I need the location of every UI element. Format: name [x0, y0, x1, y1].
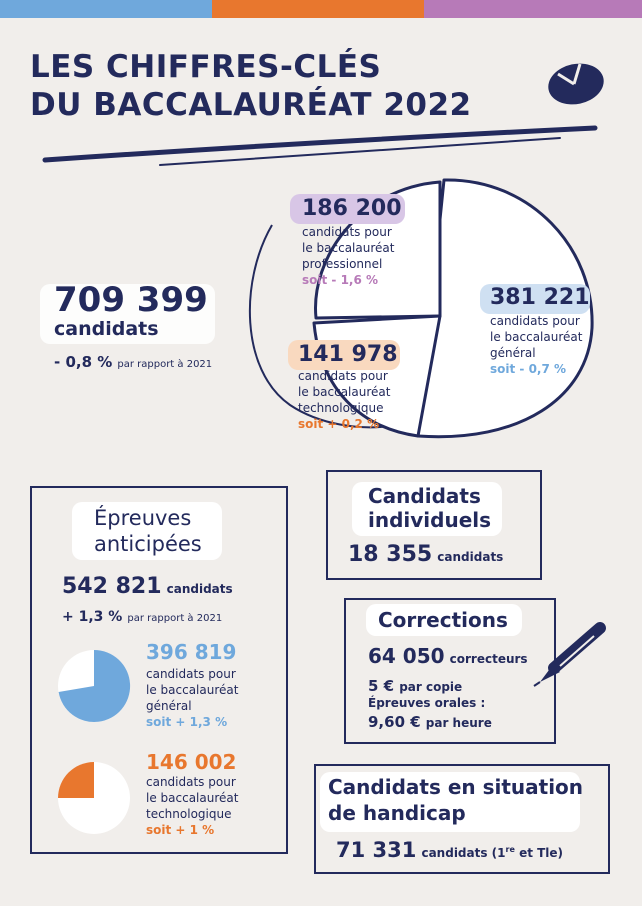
corrections-oral-row [368, 712, 492, 731]
corrections-title: Corrections [378, 608, 508, 632]
anticipees-techno-change: soit + 1 % [146, 823, 215, 837]
anticipees-title-line-2: anticipées [94, 532, 202, 556]
anticipees-title-line-1: Épreuves [94, 506, 192, 530]
techno-line-2: le baccalauréat [298, 385, 391, 399]
anticipees-techno-text [146, 774, 238, 838]
techno-line-3: technologique [298, 401, 384, 415]
individuels-value-row [348, 542, 503, 567]
individuels-title-line-1: Candidats [368, 484, 481, 508]
anticipees-change: + 1,3 % [62, 609, 123, 625]
total-change-row [54, 352, 212, 371]
top-bar-purple [424, 0, 642, 18]
general-value: 381 221 [490, 285, 590, 310]
pro-change: soit - 1,6 % [302, 273, 379, 287]
corrections-copy-label: par copie [399, 680, 463, 694]
anticipees-general-line-2: le baccalauréat [146, 683, 239, 697]
general-line-1: candidats pour [490, 314, 580, 328]
total-change-note: par rapport à 2021 [117, 359, 213, 370]
title-line-2: DU BACCALAURÉAT 2022 [30, 87, 472, 123]
individuels-title [368, 484, 491, 532]
anticipees-techno-line-1: candidats pour [146, 775, 236, 789]
handicap-value: 71 331 [336, 838, 417, 862]
anticipees-techno-value: 146 002 [146, 750, 237, 774]
pro-text [302, 224, 394, 288]
handicap-title [328, 774, 583, 826]
corrections-oral-label: Épreuves orales : [368, 696, 486, 710]
top-bar-orange [212, 0, 424, 18]
handicap-label-sup: re [505, 845, 515, 854]
corrections-value-row [368, 644, 528, 668]
anticipees-total-label: candidats [166, 582, 233, 596]
handicap-label-start: candidats (1 [421, 846, 506, 860]
individuels-value: 18 355 [348, 542, 433, 567]
anticipees-title [94, 505, 202, 557]
corrections-value: 64 050 [368, 644, 445, 668]
page-title [30, 48, 472, 124]
anticipees-change-note: par rapport à 2021 [127, 613, 223, 624]
anticipees-general-value: 396 819 [146, 640, 237, 664]
handicap-label-end: et Tle) [514, 846, 564, 860]
techno-text [298, 368, 390, 432]
general-text [490, 313, 582, 377]
handicap-value-row [336, 838, 563, 862]
anticipees-general-line-1: candidats pour [146, 667, 236, 681]
anticipees-general-change: soit + 1,3 % [146, 715, 228, 729]
general-line-2: le baccalauréat [490, 330, 583, 344]
anticipees-techno-pie [56, 760, 132, 836]
individuels-label: candidats [437, 550, 504, 564]
title-line-1: LES CHIFFRES-CLÉS [30, 49, 382, 85]
individuels-title-line-2: individuels [368, 508, 492, 532]
handicap-title-line-2: de handicap [328, 801, 466, 825]
pie-logo-icon [544, 58, 610, 108]
techno-line-1: candidats pour [298, 369, 388, 383]
anticipees-techno-line-2: le baccalauréat [146, 791, 239, 805]
anticipees-general-line-3: général [146, 699, 192, 713]
corrections-oral-unit: par heure [425, 716, 492, 730]
top-bar-blue [0, 0, 212, 18]
anticipees-change-row [62, 606, 222, 625]
pro-line-1: candidats pour [302, 225, 392, 239]
techno-change: soit + 0,2 % [298, 417, 380, 431]
anticipees-techno-line-3: technologique [146, 807, 232, 821]
corrections-oral-price: 9,60 € [368, 713, 421, 731]
general-line-3: général [490, 346, 536, 360]
handicap-label [421, 846, 563, 860]
pro-line-2: le baccalauréat [302, 241, 395, 255]
anticipees-total-row [62, 574, 233, 599]
corrections-label: correcteurs [449, 652, 528, 666]
title-underline-stroke [40, 120, 600, 170]
corrections-copy-price: 5 € [368, 677, 395, 695]
total-value: 709 399 [54, 280, 208, 320]
general-change: soit - 0,7 % [490, 362, 567, 376]
anticipees-general-pie [56, 648, 132, 724]
total-label: candidats [54, 318, 159, 340]
pro-line-3: professionnel [302, 257, 383, 271]
total-change: - 0,8 % [54, 353, 113, 371]
anticipees-general-text [146, 666, 238, 730]
corrections-copy-row [368, 676, 462, 695]
techno-value: 141 978 [298, 342, 398, 367]
pen-icon [530, 622, 610, 692]
pro-value: 186 200 [302, 196, 402, 221]
anticipees-total-value: 542 821 [62, 574, 162, 599]
handicap-title-line-1: Candidats en situation [328, 775, 584, 799]
